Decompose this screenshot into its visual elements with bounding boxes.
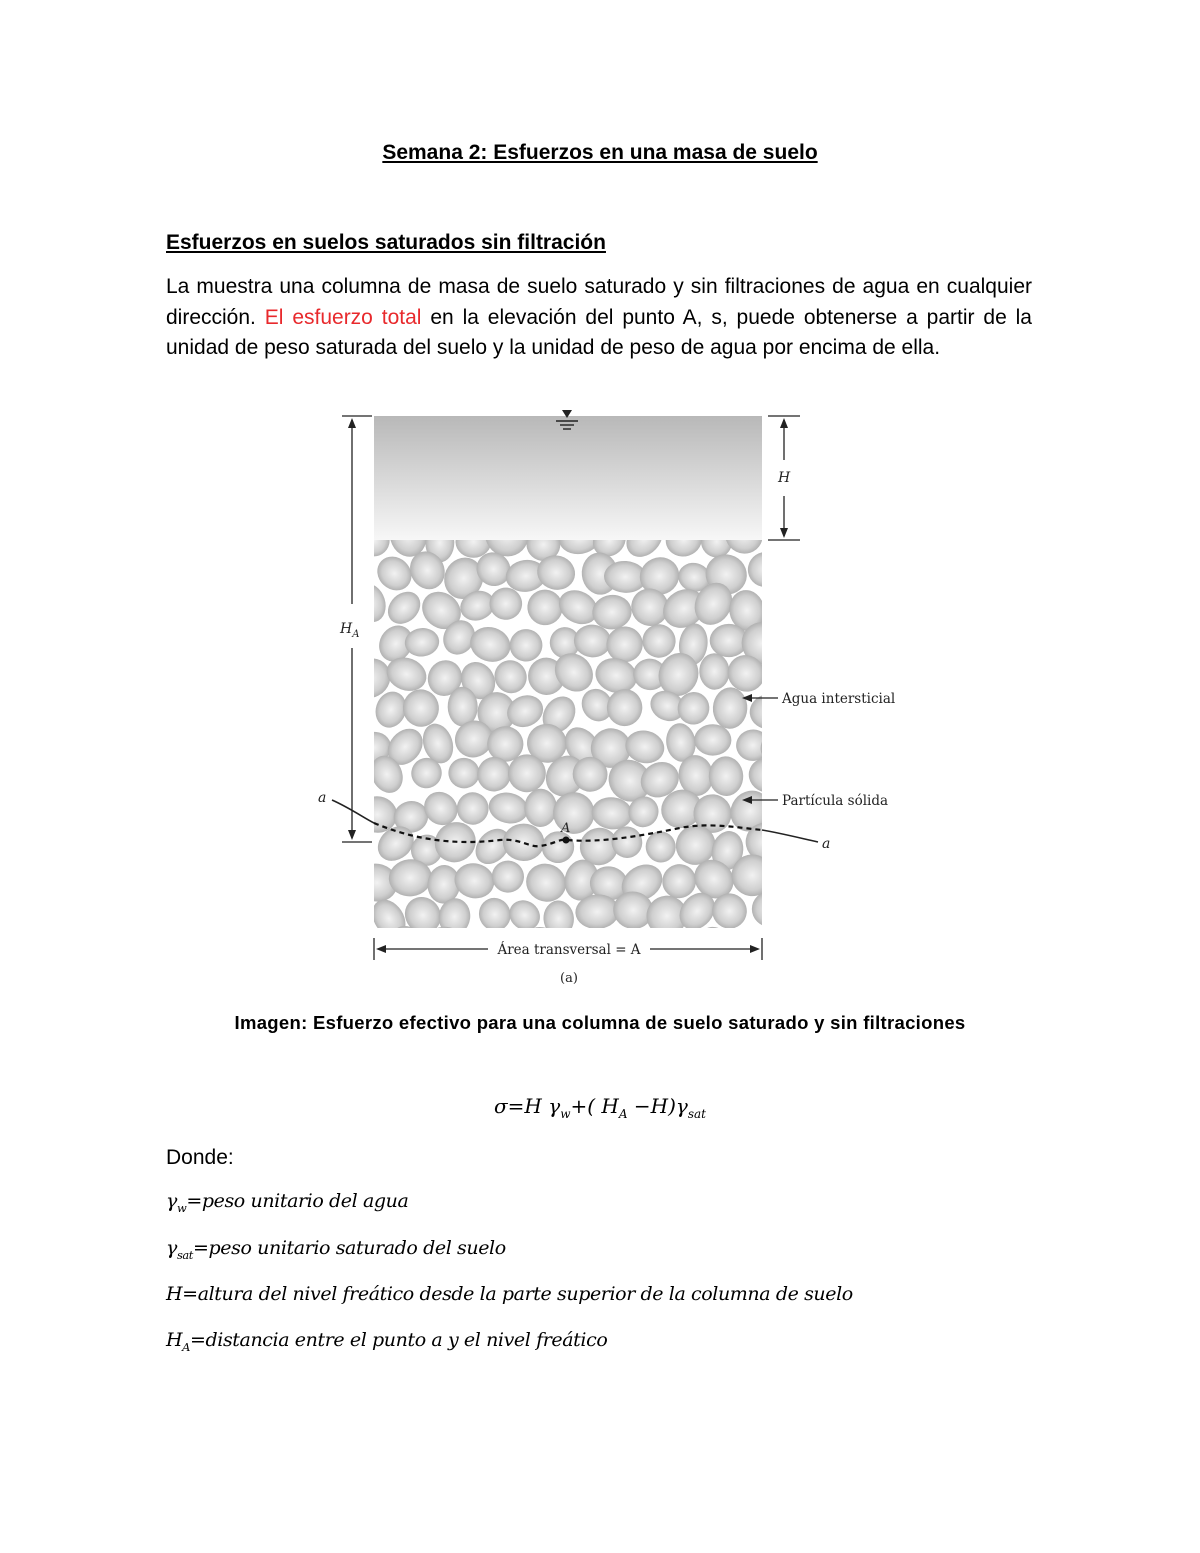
formula-sub-sat: sat: [687, 1107, 706, 1121]
section-heading: Esfuerzos en suelos saturados sin filtración: [166, 231, 606, 254]
label-H: H: [778, 470, 791, 486]
a-a-line-right: [762, 830, 818, 842]
soil-grain: [662, 933, 699, 973]
definition-H: [166, 1283, 853, 1305]
soil-grain: [766, 517, 807, 559]
point-A: [563, 837, 570, 844]
a-a-line: [332, 800, 374, 823]
water-layer: [374, 416, 762, 540]
def-subscript: w: [176, 1200, 187, 1215]
paragraph-part-1: La muestra una columna de masa de suelo saturado y sin filtraciones de agua en cualquier dirección.: [166, 275, 1032, 329]
formula-rparen: ): [668, 1094, 676, 1118]
formula-sub-A: A: [618, 1107, 628, 1121]
donde-label: Donde:: [166, 1146, 234, 1169]
label-A: A: [561, 821, 571, 836]
formula-sigma: σ: [494, 1094, 508, 1118]
formula-gamma-sat: γ: [675, 1094, 688, 1118]
formula-equals: =: [507, 1094, 525, 1118]
figure-caption: Imagen: Esfuerzo efectivo para una columna de suelo saturado y sin filtraciones: [234, 1012, 966, 1033]
label-particula-solida: Partícula sólida: [782, 793, 889, 809]
highlight-total-stress: El esfuerzo total: [264, 305, 422, 329]
soil-grain: [762, 854, 794, 897]
label-area-transversal: Área transversal = A: [497, 942, 641, 958]
soil-grain: [724, 924, 775, 967]
soil-grain: [768, 593, 804, 627]
definition-gamma-sat: [166, 1237, 506, 1262]
soil-grain: [765, 663, 802, 692]
def-text: =peso unitario del agua: [186, 1190, 409, 1212]
def-symbol: γ: [166, 1237, 177, 1259]
def-text: =peso unitario saturado del suelo: [192, 1237, 506, 1259]
soil-grain: [461, 929, 498, 965]
total-stress-formula: [0, 1094, 1200, 1121]
page-title: Semana 2: Esfuerzos en una masa de suelo: [382, 141, 818, 164]
soil-grain: [421, 924, 466, 964]
formula-lparen: (: [587, 1094, 596, 1118]
soil-grain: [769, 888, 821, 939]
formula-plus: +: [570, 1094, 588, 1118]
def-text: =altura del nivel freático desde la parte superior de la columna de suelo: [182, 1283, 853, 1305]
formula-gamma-w: γ: [548, 1094, 561, 1118]
def-symbol: H: [166, 1329, 183, 1351]
intro-paragraph: [166, 272, 1032, 364]
label-HA: [339, 621, 359, 640]
formula-sub-w: w: [560, 1107, 571, 1121]
soil-grain: [353, 929, 398, 976]
label-agua-intersticial: Agua intersticial: [782, 691, 896, 707]
def-subscript: sat: [176, 1247, 193, 1262]
soil-grains: [342, 508, 831, 980]
soil-grain: [761, 927, 794, 963]
def-text: =distancia entre el punto a y el nivel freático: [190, 1329, 608, 1351]
def-symbol: γ: [166, 1190, 177, 1212]
label-figure-a: (a): [560, 971, 578, 986]
formula-HA: H: [601, 1094, 619, 1118]
def-symbol: H: [166, 1283, 183, 1305]
soil-grain: [774, 546, 821, 596]
label-HA-main: H: [340, 621, 353, 637]
def-subscript: A: [182, 1339, 190, 1354]
soil-grain: [782, 822, 825, 863]
paragraph-part-2: en la elevación del punto A, s, puede obtenerse a partir de la unidad de peso saturada del suelo y la unidad de peso de agua por encima de ella.: [166, 305, 1032, 359]
soil-column-figure: [310, 408, 910, 988]
label-HA-sub: A: [352, 629, 360, 640]
formula-H: H: [524, 1094, 542, 1118]
definition-gamma-w: [166, 1190, 408, 1215]
soil-grain: [780, 622, 826, 667]
formula-minus-H: −H: [633, 1094, 669, 1118]
label-a-left: a: [318, 790, 327, 806]
label-a-right: a: [822, 836, 831, 852]
definition-HA: [166, 1329, 607, 1354]
